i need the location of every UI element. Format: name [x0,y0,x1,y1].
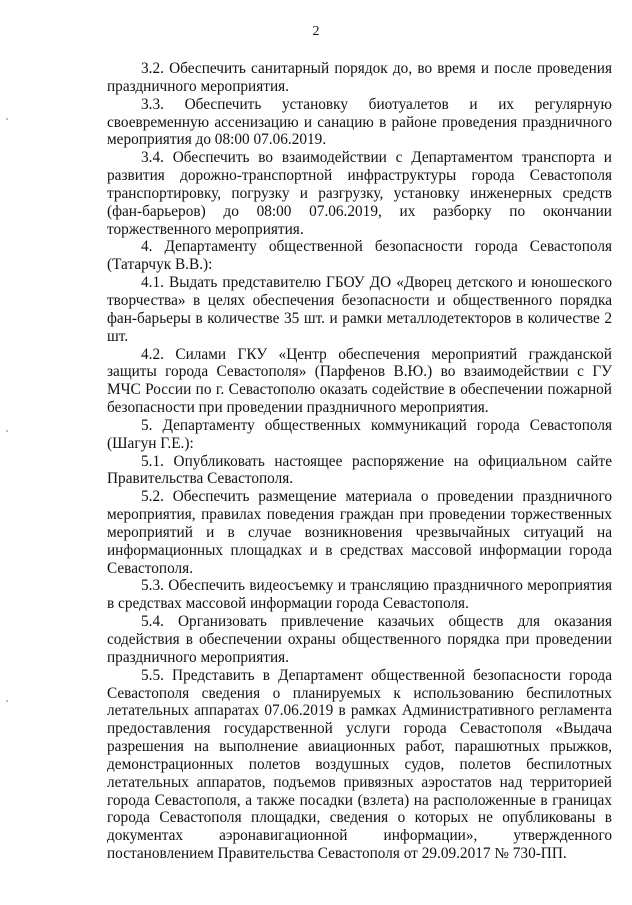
paragraph-4-2: 4.2. Силами ГКУ «Центр обеспечения мероприятий гражданской защиты города Севастополя» (Парфенов В.Ю.) во взаимодействии с ГУ МЧС России по г. Севастополю оказать содействие в обеспечении пожарной безопасности при проведении праздничного мероприятия. [107,345,612,417]
paragraph-3-3: 3.3. Обеспечить установку биотуалетов и их регулярную своевременную ассенизацию и санацию в районе проведения праздничного мероприятия до 08:00 07.06.2019. [107,95,612,149]
page-number: 2 [312,24,320,39]
paragraph-5-3: 5.3. Обеспечить видеосъемку и трансляцию праздничного мероприятия в средствах массовой информации города Севастополя. [107,577,612,613]
paragraph-3-2: 3.2. Обеспечить санитарный порядок до, во время и после проведения праздничного мероприятия. [107,60,612,95]
paragraph-4: 4. Департаменту общественной безопасности города Севастополя (Татарчук В.В.): [107,238,612,274]
scan-mark [6,430,8,432]
paragraph-3-4: 3.4. Обеспечить во взаимодействии с Департаментом транспорта и развития дорожно-транспортной инфраструктуры города Севастополя транспортировку, погрузку и разгрузку, установку инженерных средств (фан-барьеров) до 08:00 07.06.2019, их разборку по окончании торжественного мероприятия. [107,149,612,238]
paragraph-5-5: 5.5. Представить в Департамент общественной безопасности города Севастополя сведения о планируемых к использованию беспилотных летательных аппаратах 07.06.2019 в рамках Административного регламента предоставления государственной услуги города Севастополя «Выдача разрешения на выполнение авиационных работ, парашютных прыжков, демонстрационных полетов воздушных судов, полетов беспилотных летательных аппаратов, подъемов привязных аэростатов над территорией города Севастополя, а также посадки (взлета) на расположенные в границах города Севастополя площадки, сведения о которых не опубликованы в документах аэронавигационной информации», утвержденного постановлением Правительства Севастополя от 29.09.2017 № 730-ПП. [107,666,612,863]
scan-mark [6,700,8,702]
paragraph-5-4: 5.4. Организовать привлечение казачьих обществ для оказания содействия в обеспечении охраны общественного порядка при проведении праздничного мероприятия. [107,613,612,666]
paragraph-5-1: 5.1. Опубликовать настоящее распоряжение на официальном сайте Правительства Севастополя. [107,452,612,488]
scan-mark [6,118,8,120]
paragraph-5: 5. Департаменту общественных коммуникаций города Севастополя (Шагун Г.Е.): [107,416,612,452]
paragraph-4-1: 4.1. Выдать представителю ГБОУ ДО «Дворец детского и юношеского творчества» в целях обеспечения безопасности и общественного порядка фан-барьеры в количестве 35 шт. и рамки металлодетекторов в количестве 2 шт. [107,274,612,345]
document-body [107,60,612,863]
paragraph-5-2: 5.2. Обеспечить размещение материала о проведении праздничного мероприятия, правилах поведения граждан при проведении торжественных мероприятий и в случае возникновения чрезвычайных ситуаций на информационных площадках и в средствах массовой информации города Севастополя. [107,488,612,577]
